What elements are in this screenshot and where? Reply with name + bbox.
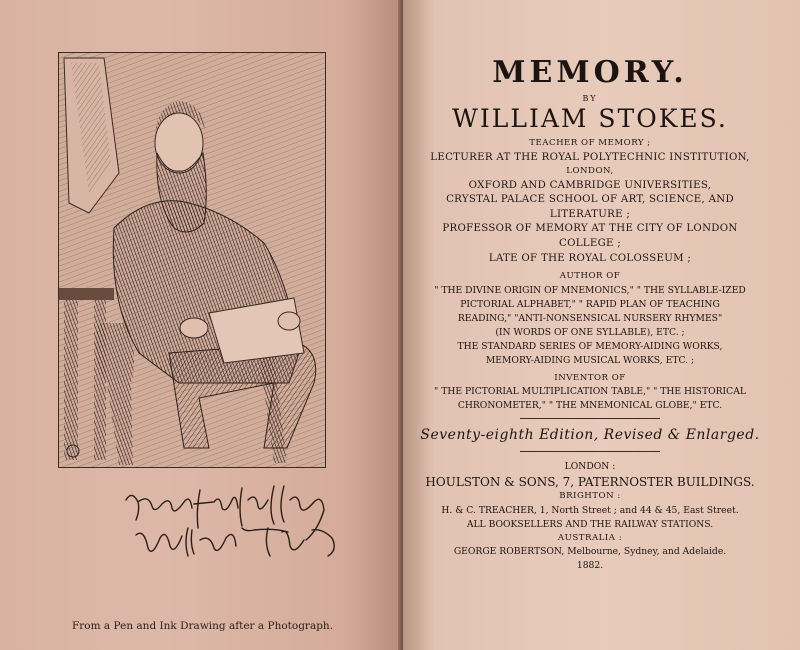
by-line: BY bbox=[582, 94, 598, 103]
australia-label: AUSTRALIA : bbox=[557, 532, 623, 543]
works-line: PICTORIAL ALPHABET," " RAPID PLAN OF TEACHING bbox=[460, 298, 720, 310]
signature-drawing bbox=[118, 480, 378, 570]
credential-line: LECTURER AT THE ROYAL POLYTECHNIC INSTITUTION, bbox=[430, 151, 750, 163]
works-line: (IN WORDS OF ONE SYLLABLE), ETC. ; bbox=[495, 326, 685, 338]
handwritten-signature bbox=[118, 480, 378, 570]
credential-line: COLLEGE ; bbox=[558, 237, 622, 249]
works-line: THE STANDARD SERIES OF MEMORY-AIDING WORKS, bbox=[457, 340, 723, 352]
works-line: MEMORY-AIDING MUSICAL WORKS, ETC. ; bbox=[485, 354, 695, 366]
divider-rule bbox=[520, 451, 660, 452]
title-page bbox=[415, 56, 765, 573]
portrait-engraving bbox=[58, 52, 326, 468]
illustration-caption: From a Pen and Ink Drawing after a Photograph. bbox=[72, 620, 334, 632]
publisher-name: HOULSTON & SONS, 7, PATERNOSTER BUILDINGS. bbox=[425, 475, 755, 490]
australia-address: GEORGE ROBERTSON, Melbourne, Sydney, and Adelaide. bbox=[453, 546, 727, 558]
credential-line: OXFORD AND CAMBRIDGE UNIVERSITIES, bbox=[468, 179, 712, 191]
portrait-illustration bbox=[59, 53, 325, 467]
brighton-address: H. & C. TREACHER, 1, North Street ; and 44 & 45, East Street. bbox=[441, 504, 739, 516]
credential-line: TEACHER OF MEMORY ; bbox=[529, 138, 651, 148]
inventor-heading: INVENTOR OF bbox=[554, 372, 626, 383]
author-name: WILLIAM STOKES. bbox=[452, 104, 728, 133]
credential-line: LATE OF THE ROYAL COLOSSEUM ; bbox=[488, 252, 692, 264]
works-line: " THE DIVINE ORIGIN OF MNEMONICS," " THE SYLLABLE-IZED bbox=[434, 284, 746, 296]
booksellers-line: ALL BOOKSELLERS AND THE RAILWAY STATIONS. bbox=[466, 518, 714, 530]
credential-line: LITERATURE ; bbox=[549, 208, 631, 220]
credential-line: CRYSTAL PALACE SCHOOL OF ART, SCIENCE, AND bbox=[446, 194, 734, 206]
works-line: READING," "ANTI-NONSENSICAL NURSERY RHYMES" bbox=[457, 312, 723, 324]
credential-line: PROFESSOR OF MEMORY AT THE CITY OF LONDON bbox=[442, 223, 738, 235]
book-title: MEMORY. bbox=[492, 55, 688, 90]
credential-line: LONDON, bbox=[566, 166, 614, 177]
inventions-line: " THE PICTORIAL MULTIPLICATION TABLE," " THE HISTORICAL bbox=[434, 386, 746, 398]
publication-year: 1882. bbox=[576, 560, 604, 572]
divider-rule bbox=[520, 418, 660, 419]
brighton-label: BRIGHTON : bbox=[559, 491, 621, 502]
author-of-heading: AUTHOR OF bbox=[559, 271, 621, 282]
edition-line: Seventy-eighth Edition, Revised & Enlarged. bbox=[420, 427, 760, 444]
publisher-city: LONDON : bbox=[564, 461, 616, 473]
inventions-line: CHRONOMETER," " THE MNEMONICAL GLOBE," ETC. bbox=[457, 400, 723, 412]
